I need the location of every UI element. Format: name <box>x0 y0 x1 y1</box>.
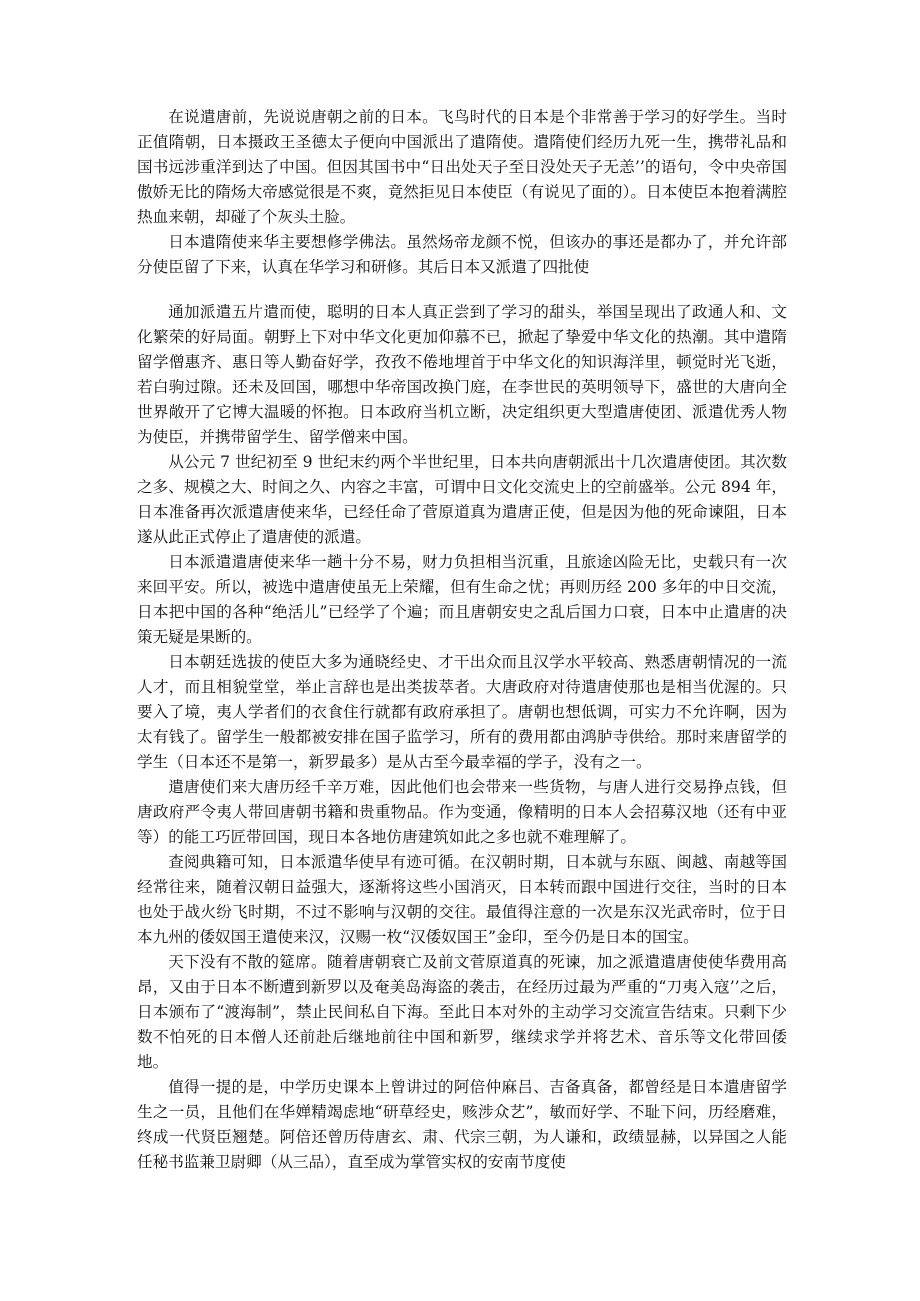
paragraph-tang-envoys-begin: 通加派遣五片遣而使，聪明的日本人真正尝到了学习的甜头，举国呈现出了政通人和、文化繁荣的好局面。朝野上下对中华文化更加仰慕不已，掀起了挚爱中华文化的热潮。其中遣隋留学僧惠齐、惠日等人勤奋好学，孜孜不倦地埋首于中华文化的知识海洋里，顿觉时光飞逝，若白驹过隙。还未及回国，哪想中华帝国改换门庭，在李世民的英明领导下，盛世的大唐向全世界敞开了它博大温暖的怀抱。日本政府当机立断，决定组织更大型遣唐使团、派遣优秀人物为使臣，并携带留学生、留学僧来中国。 <box>137 303 787 446</box>
paragraph-envoy-selection: 日本朝廷选拔的使臣大多为通晓经史、才干出众而且汉学水平较高、熟悉唐朝情况的一流人才，而且相貌堂堂，举止言辞也是出类拔萃者。大唐政府对待遣唐使那也是相当优渥的。只要入了境，夷人学者们的衣食住行就都有政府承担了。唐朝也想低调，可实力不允许啊，因为太有钱了。留学生一般都被安排在国子监学习，所有的费用都由鸿胪寺供给。那时来唐留学的学生（日本还不是第一，新罗最多）是从古至今最幸福的学子，没有之一。 <box>137 653 787 771</box>
paragraph-envoy-hardship: 日本派遣遣唐使来华一趟十分不易，财力负担相当沉重，且旅途凶险无比，史载只有一次来回平安。所以，被选中遣唐使虽无上荣耀，但有生命之忧；再则历经 200 多年的中日交流，日本把中国的各种“绝活儿”已经学了个遍；而且唐朝安史之乱后国力口衰，日本中止遣唐的决策无疑是果断的。 <box>137 553 787 646</box>
page-break-gap <box>137 280 787 300</box>
paragraph-end-of-exchanges: 天下没有不散的筵席。随着唐朝衰亡及前文菅原道真的死谏，加之派遣遣唐使使华费用高昂，又由于日本不断遭到新罗以及奄美岛海盗的袭击，在经历过最为严重的“刀夷入寇’’之后，日本颁布了“渡海制”，禁止民间私自下海。至此日本对外的主动学习交流宣告结束。只剩下少数不怕死的日本僧人还前赴后继地前往中国和新罗，继续求学并将艺术、音乐等文化带回倭地。 <box>137 953 787 1071</box>
paragraph-buddhism-study: 日本遣隋使来华主要想修学佛法。虽然炀帝龙颜不悦，但该办的事还是都办了，并允许部分使臣留了下来，认真在华学习和研修。其后日本又派遣了四批使 <box>137 233 787 276</box>
paragraph-sui-envoys-intro: 在说遣唐前，先说说唐朝之前的日本。飞鸟时代的日本是个非常善于学习的好学生。当时正值隋朝，日本摄政王圣德太子便向中国派出了遣隋使。遣隋使们经历九死一生，携带礼品和国书远涉重洋到达了中国。但因其国书中“日出处天子至日没处天子无恙’’的语句，令中央帝国傲娇无比的隋炀大帝感觉很是不爽，竟然拒见日本使臣（有说见了面的）。日本使臣本抱着满腔热血来朝，却碰了个灰头土脸。 <box>137 108 787 226</box>
paragraph-han-dynasty-contact: 查阅典籍可知，日本派遣华使早有迹可循。在汉朝时期，日本就与东瓯、闽越、南越等国经常往来，随着汉朝日益强大，逐渐将这些小国消灭，日本转而跟中国进行交往，当时的日本也处于战火纷飞时期，不过不影响与汉朝的交往。最值得注意的一次是东汉光武帝时，位于日本九州的倭奴国王遣使来汉，汉赐一枚“汉倭奴国王”金印，至今仍是日本的国宝。 <box>137 853 787 946</box>
paragraph-notable-students: 值得一提的是，中学历史课本上曾讲过的阿倍仲麻吕、吉备真备，都曾经是日本遣唐留学生之一员，且他们在华婵精竭虑地“研草经史，赅涉众艺”，敏而好学、不耻下问，历经磨难，终成一代贤臣翘楚。阿倍还曾历侍唐玄、肃、代宗三朝，为人谦和，政绩显赫，以异国之人能任秘书监兼卫尉卿（从三品），直至成为掌管实权的安南节度使 <box>137 1078 787 1171</box>
paragraph-envoy-history: 从公元 7 世纪初至 9 世纪末约两个半世纪里，日本共向唐朝派出十几次遣唐使团。其次数之多、规模之大、时间之久、内容之丰富，可谓中日文化交流史上的空前盛举。公元 894 年，日本准备再次派遣唐使来华，已经任命了菅原道真为遣唐正使，但是因为他的死命谏阻，日本遂从此正式停止了遣唐使的派遣。 <box>137 453 787 546</box>
document-body <box>137 105 787 1175</box>
paragraph-trade-craftsmen: 遣唐使们来大唐历经千辛万难，因此他们也会带来一些货物，与唐人进行交易挣点钱，但唐政府严令夷人带回唐朝书籍和贵重物品。作为变通，像精明的日本人会招募汉地（还有中亚等）的能工巧匠带回国，现日本各地仿唐建筑如此之多也就不难理解了。 <box>137 778 787 846</box>
